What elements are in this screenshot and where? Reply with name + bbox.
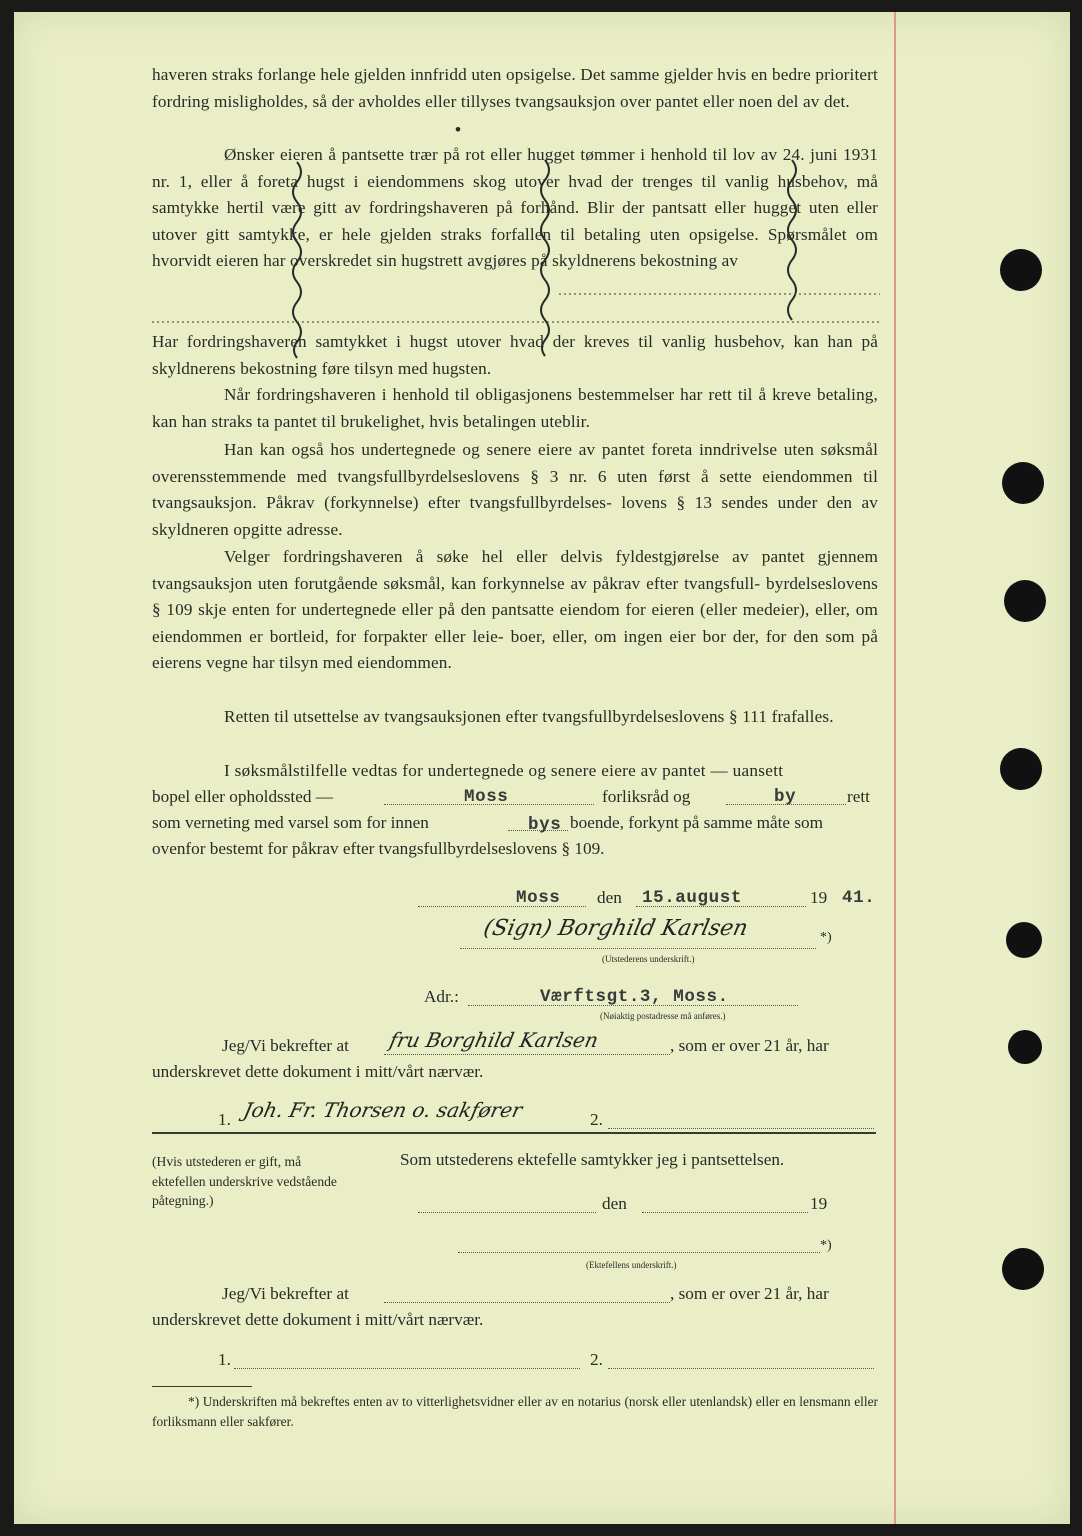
clause-venue-line4: ovenfor bestemt for påkrav efter tvangsfullbyrdelseslovens § 109. xyxy=(152,839,605,858)
spouse-consent: Som utstederens ektefelle samtykker jeg i pantsettelsen. xyxy=(400,1150,785,1169)
fill-line xyxy=(418,906,586,907)
clause-venue-line3-b: boende, forkynt på samme måte som xyxy=(570,813,823,832)
witness2-no1: 1. xyxy=(218,1350,231,1369)
signature-line xyxy=(234,1368,580,1369)
venue-place: Moss xyxy=(464,787,509,807)
year-value: 41. xyxy=(842,888,876,908)
address-label: Adr.: xyxy=(424,987,459,1006)
fill-line xyxy=(384,1302,670,1303)
signature-line xyxy=(460,948,816,949)
footnote-rule xyxy=(152,1386,252,1387)
clause-venue-line2-b: forliksråd og xyxy=(602,787,691,806)
address-caption: (Nøiaktig postadresse må anføres.) xyxy=(600,1011,726,1021)
clause-venue-line2-c: rett xyxy=(847,787,870,806)
witness-signature-1: Joh. Fr. Thorsen o. sakfører xyxy=(241,1098,525,1122)
fill-line xyxy=(642,1212,808,1213)
footnote: *) Underskriften må bekreftes enten av to vitterlighetsvidner eller av en notarius (norsk eller utenlandsk) eller en lensmann eller forliksmann eller sakfører. xyxy=(152,1394,878,1429)
spouse-signature-caption: (Ektefellens underskrift.) xyxy=(586,1260,677,1270)
venue-court: by xyxy=(774,787,797,807)
bullet-mark: • xyxy=(455,120,462,139)
year-prefix: 19 xyxy=(810,888,828,907)
spouse-den-label: den xyxy=(602,1194,627,1213)
clause-payment: Når fordringshaveren i henhold til obligasjonens bestemmelser har rett til å kreve betaling, kan han straks ta pantet til brukelighet, hvis betalingen uteblir. xyxy=(152,385,878,431)
witness2-no2: 2. xyxy=(590,1350,603,1369)
clause-venue-line2-a: bopel eller opholdssted — xyxy=(152,787,333,806)
witness2-line2: underskrevet dette dokument i mitt/vårt nærvær. xyxy=(152,1310,484,1329)
fill-line xyxy=(418,1212,596,1213)
clause-postponement: Retten til utsettelse av tvangsauksjonen efter tvangsfullbyrdelseslovens § 111 frafalles. xyxy=(224,707,834,726)
punch-hole-icon xyxy=(1006,922,1042,958)
witness2-lead: Jeg/Vi bekrefter at xyxy=(222,1284,349,1303)
clause-venue-line1: I søksmålstilfelle vedtas for undertegnede og senere eiere av pantet — uansett xyxy=(224,761,784,780)
punch-hole-icon xyxy=(1004,580,1046,622)
spouse-note: (Hvis utstederen er gift, må ektefellen underskrive vedstående påtegning.) xyxy=(152,1154,337,1208)
address-value: Værftsgt.3, Moss. xyxy=(540,987,729,1007)
footnote-star: *) xyxy=(820,930,832,945)
clause-consent-hugst: Har fordringshaveren samtykket i hugst utover hvad der kreves til vanlig husbehov, kan han på skyldnerens bekostning føre tilsyn med hugsten. xyxy=(152,332,878,378)
clause-venue-line3-a: som verneting med varsel som for innen xyxy=(152,813,429,832)
section-divider xyxy=(152,1132,876,1134)
signature-line xyxy=(608,1368,874,1369)
witness2-tail: , som er over 21 år, har xyxy=(670,1284,829,1303)
date-value: 15.august xyxy=(642,888,742,908)
spouse-star: *) xyxy=(820,1238,832,1253)
fill-line xyxy=(384,1054,670,1055)
clause-timber: Ønsker eieren å pantsette trær på rot eller hugget tømmer i henhold til lov av 24. juni 1931 nr. 1, eller å foreta hugst i eiendommens skog utover hvad der trenges til vanlig husbehov, må samtykke hertil være gitt av fordringshaveren på forhånd. Blir der pantsatt eller hugget uten eller utover gitt samtykke, er hele gjelden straks forfallen til betaling uten opsigelse. Spørsmålet om hvorvidt eieren har overskredet sin hugstrett avgjøres på skyldnerens bekostning av xyxy=(152,145,878,271)
punch-hole-icon xyxy=(1002,462,1044,504)
document-page xyxy=(14,12,1070,1524)
punch-hole-icon xyxy=(1008,1030,1042,1064)
signature-line xyxy=(458,1252,820,1253)
issuer-signature: (Sign) Borghild Karlsen xyxy=(481,916,751,941)
witness-no2: 2. xyxy=(590,1110,603,1129)
witness-tail: , som er over 21 år, har xyxy=(670,1036,829,1055)
signature-caption: (Utstederens underskrift.) xyxy=(602,954,695,964)
punch-hole-icon xyxy=(1002,1248,1044,1290)
spouse-year-prefix: 19 xyxy=(810,1194,828,1213)
witness-subject-name: fru Borghild Karlsen xyxy=(387,1028,601,1052)
witness-line2: underskrevet dette dokument i mitt/vårt nærvær. xyxy=(152,1062,484,1081)
clause-auction: Velger fordringshaveren å søke hel eller delvis fyldestgjørelse av pantet gjennem tvangsauksjon uten forutgående søksmål, kan forkynnelse av påkrav efter tvangsfull- byrdelseslovens § 109 skje enten for undertegnede eller på den pantsatte eiendom for eieren (eller medeier), eller, om eiendommen er bortleid, for forpakter eller leie- boer, eller, om ingen eier bor der, for den som på eierens vegne har tilsyn med eiendommen. xyxy=(152,547,878,673)
clause-default: haveren straks forlange hele gjelden innfridd uten opsigelse. Det samme gjelder hvis en bedre prioritert fordring misligholdes, så der avholdes eller tillyses tvangsauksjon over pantet eller noen del av det. xyxy=(152,65,878,111)
date-den-label: den xyxy=(597,888,622,907)
venue-within: bys xyxy=(528,815,562,835)
witness-no1: 1. xyxy=(218,1110,231,1129)
punch-hole-icon xyxy=(1000,748,1042,790)
clause-collection: Han kan også hos undertegnede og senere eiere av pantet foreta inndrivelse uten søksmål overensstemmende med tvangsfullbyrdelseslovens § 3 nr. 6 uten først å sette eiendommen til tvangsauksjon. Påkrav (forkynnelse) efter tvangsfullbyrdelses- lovens § 13 sendes under den av skyldneren opgitte adresse. xyxy=(152,440,878,539)
signature-line xyxy=(608,1128,874,1129)
witness-lead: Jeg/Vi bekrefter at xyxy=(222,1036,349,1055)
date-place: Moss xyxy=(516,888,561,908)
